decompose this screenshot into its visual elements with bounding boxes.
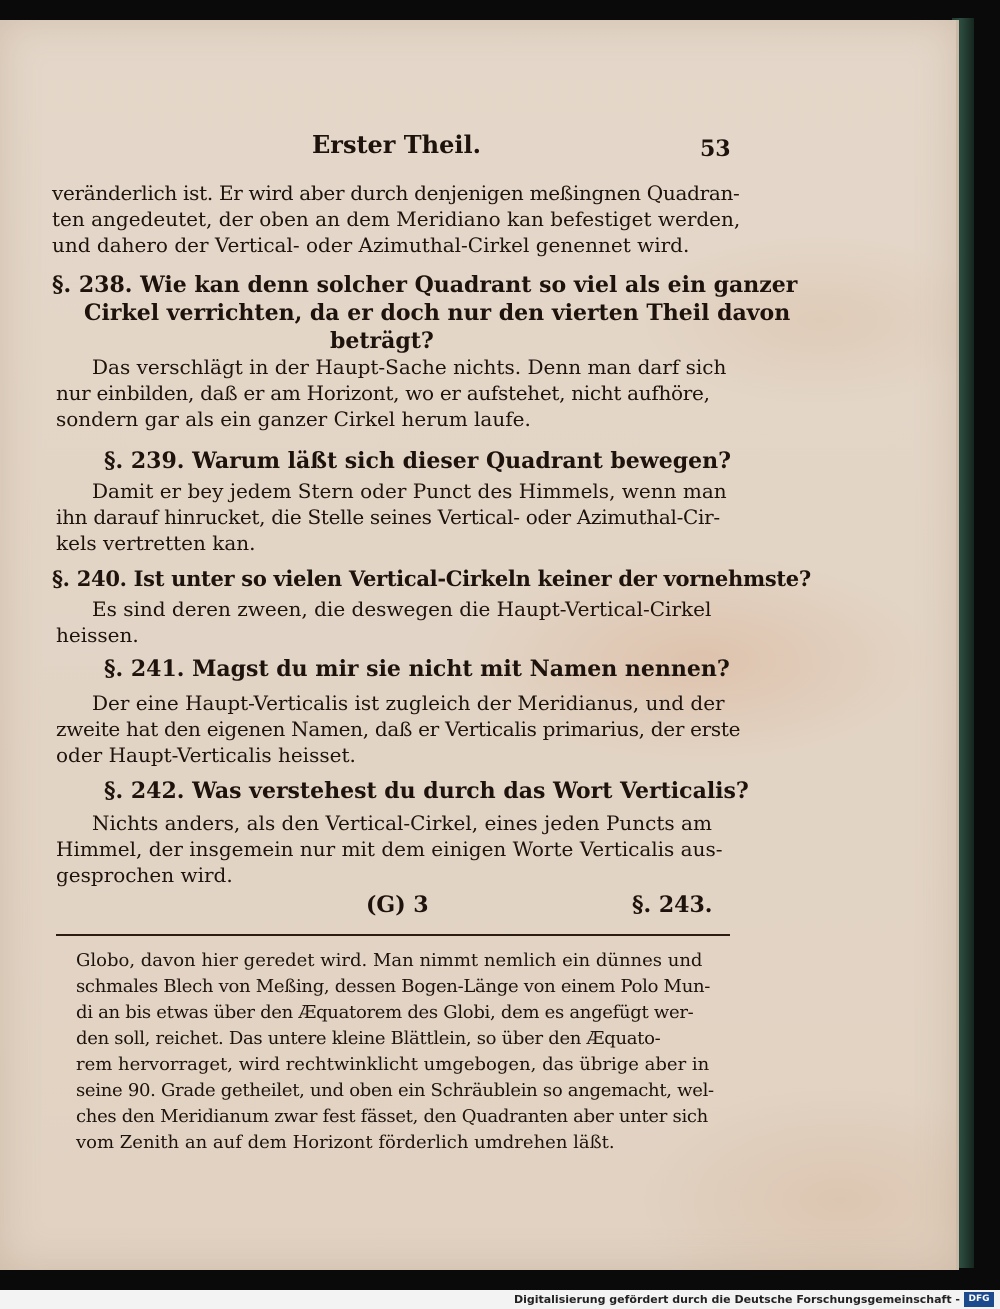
text-line: heissen. — [56, 623, 139, 647]
catchword: §. 243. — [632, 892, 713, 918]
question-heading: §. 241. Magst du mir sie nicht mit Namen nennen? — [104, 656, 730, 682]
text-line: Das verschlägt in der Haupt-Sache nichts. Denn man darf sich — [92, 355, 727, 379]
footnote-line: di an bis etwas über den Æquatorem des Globi, dem es angefügt wer- — [76, 1002, 694, 1023]
question-heading: §. 238. Wie kan denn solcher Quadrant so viel als ein ganzer — [52, 272, 798, 298]
text-line: Der eine Haupt-Verticalis ist zugleich der Meridianus, und der — [92, 691, 725, 715]
footnote-line: seine 90. Grade getheilet, und oben ein Schräublein so angemacht, wel- — [76, 1080, 714, 1101]
signature-mark: (G) 3 — [366, 892, 429, 918]
question-heading: Cirkel verrichten, da er doch nur den vierten Theil davon — [84, 300, 791, 326]
text-line: oder Haupt-Verticalis heisset. — [56, 743, 356, 767]
text-line: sondern gar als ein ganzer Cirkel herum laufe. — [56, 407, 531, 431]
text-line: Himmel, der insgemein nur mit dem einigen Worte Verticalis aus- — [56, 837, 723, 861]
text-line: Es sind deren zween, die deswegen die Haupt-Vertical-Cirkel — [92, 597, 712, 621]
text-line: und dahero der Vertical- oder Azimuthal-Cirkel genennet wird. — [52, 233, 690, 257]
dfg-logo-icon: DFG — [964, 1292, 994, 1307]
footnote-line: den soll, reichet. Das untere kleine Blättlein, so über den Æquato- — [76, 1028, 661, 1049]
footnote-line: ches den Meridianum zwar fest fässet, den Quadranten aber unter sich — [76, 1106, 708, 1127]
text-line: kels vertretten kan. — [56, 531, 256, 555]
footnote-separator — [56, 934, 730, 936]
text-line: ten angedeutet, der oben an dem Meridiano kan befestiget werden, — [52, 207, 741, 231]
funding-credit: Digitalisierung gefördert durch die Deutsche Forschungsgemeinschaft - — [513, 1293, 960, 1306]
text-line: zweite hat den eigenen Namen, daß er Verticalis primarius, der erste — [56, 717, 741, 741]
footnote-line: vom Zenith an auf dem Horizont förderlich umdrehen läßt. — [76, 1132, 615, 1153]
question-heading: §. 240. Ist unter so vielen Vertical-Cirkeln keiner der vornehmste? — [52, 566, 811, 591]
running-title: Erster Theil. — [312, 130, 481, 159]
page-number: 53 — [700, 136, 731, 162]
text-line: gesprochen wird. — [56, 863, 233, 887]
text-line: nur einbilden, daß er am Horizont, wo er aufstehet, nicht aufhöre, — [56, 381, 710, 405]
footnote-line: rem hervorraget, wird rechtwinklicht umgebogen, das übrige aber in — [76, 1054, 710, 1075]
footnote-line: schmales Blech von Meßing, dessen Bogen-Länge von einem Polo Mun- — [76, 976, 711, 997]
question-heading: §. 239. Warum läßt sich dieser Quadrant bewegen? — [104, 448, 731, 474]
text-line: Damit er bey jedem Stern oder Punct des Himmels, wenn man — [92, 479, 727, 503]
question-heading: beträgt? — [330, 328, 434, 354]
book-page — [0, 20, 959, 1270]
question-heading: §. 242. Was verstehest du durch das Wort Verticalis? — [104, 778, 749, 804]
footnote-line: Globo, davon hier geredet wird. Man nimmt nemlich ein dünnes und — [76, 950, 703, 971]
text-line: veränderlich ist. Er wird aber durch denjenigen meßingnen Quadran- — [52, 181, 740, 205]
text-line: ihn darauf hinrucket, die Stelle seines Vertical- oder Azimuthal-Cir- — [56, 505, 720, 529]
text-line: Nichts anders, als den Vertical-Cirkel, eines jeden Puncts am — [92, 811, 712, 835]
